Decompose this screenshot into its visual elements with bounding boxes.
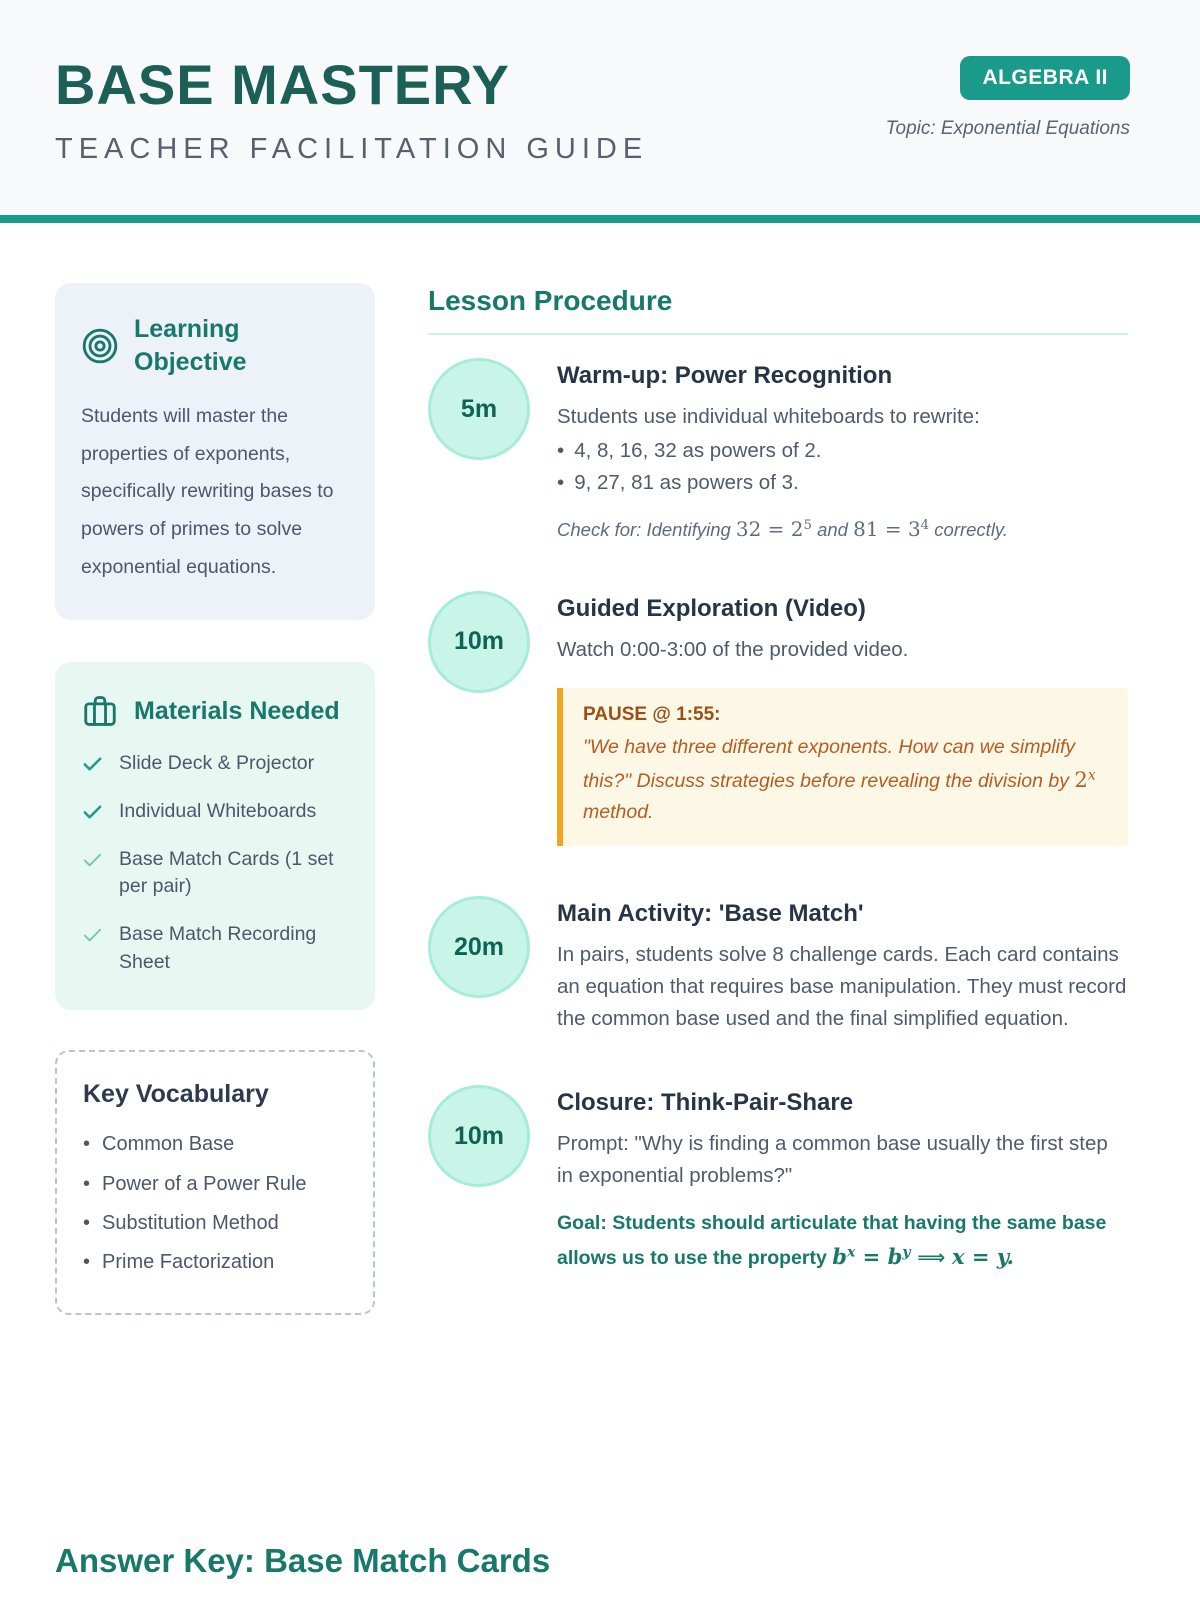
step-body — [557, 591, 1128, 847]
materials-card — [55, 662, 375, 1010]
materials-card-head — [81, 692, 349, 730]
vocabulary-card — [55, 1050, 375, 1315]
vocab-item: • Power of a Power Rule — [83, 1165, 347, 1204]
objective-body: Students will master the properties of exponents, specifically rewriting bases to powers of primes to solve exponential equations. — [81, 405, 334, 578]
vocabulary-heading: Key Vocabulary — [83, 1080, 269, 1109]
sidebar — [55, 283, 375, 1315]
vocab-item: • Common Base — [83, 1125, 347, 1164]
step-title: Closure: Think-Pair-Share — [557, 1089, 854, 1117]
duration-badge: 10m — [428, 591, 530, 693]
topic-label: Topic: Exponential Equations — [885, 118, 1130, 139]
step-warmup — [428, 358, 1128, 541]
lesson-procedure-section — [428, 283, 1128, 1324]
check-icon — [81, 924, 104, 947]
answer-key-title: Answer Key: Base Match Cards — [55, 1542, 551, 1579]
header-right — [886, 52, 1130, 215]
check-for-note: Check for: Identifying $32 = 2^5$ and $81 = 3^4$ correctly. — [557, 516, 1008, 541]
pause-title: PAUSE @ 1:55: — [583, 703, 721, 725]
objective-heading: Learning Objective — [134, 315, 247, 376]
section-title: Lesson Procedure — [428, 285, 1128, 335]
material-item-label: Base Match Recording Sheet — [119, 922, 317, 973]
step-body — [557, 1085, 1128, 1274]
check-icon — [81, 849, 104, 872]
objective-card-head — [81, 313, 349, 378]
step-bullet-list — [557, 435, 1128, 499]
step-guided-exploration — [428, 591, 1128, 847]
materials-heading: Materials Needed — [134, 696, 340, 725]
vocab-item: • Prime Factorization — [83, 1243, 347, 1282]
duration-badge: 20m — [428, 896, 530, 998]
material-item-label: Slide Deck & Projector — [119, 752, 315, 775]
duration-badge: 5m — [428, 358, 530, 460]
step-main-activity — [428, 896, 1128, 1035]
step-description: Watch 0:00-3:00 of the provided video. — [557, 637, 909, 661]
material-item-label: Base Match Cards (1 set per pair) — [119, 847, 334, 898]
duration-badge: 10m — [428, 1085, 530, 1187]
check-icon — [81, 801, 104, 824]
briefcase-icon — [81, 692, 119, 730]
step-title: Guided Exploration (Video) — [557, 594, 866, 622]
page-title: BASE MASTERY — [55, 53, 510, 116]
material-item — [81, 798, 349, 826]
target-icon — [81, 327, 119, 365]
material-item — [81, 921, 349, 976]
step-body — [557, 896, 1128, 1035]
check-icon — [81, 753, 104, 776]
course-badge: ALGEBRA II — [960, 56, 1130, 100]
step-title: Warm-up: Power Recognition — [557, 362, 893, 389]
learning-objective-card — [55, 283, 375, 620]
step-bullet: • 4, 8, 16, 32 as powers of 2. — [557, 435, 1128, 467]
step-body — [557, 358, 1128, 541]
step-closure — [428, 1085, 1128, 1274]
vocab-item: • Substitution Method — [83, 1204, 347, 1243]
title-block — [55, 52, 648, 215]
materials-list — [81, 750, 349, 976]
step-description: Prompt: "Why is finding a common base usually the first step in exponential problems?" — [557, 1132, 1108, 1188]
main-content — [0, 223, 1200, 1324]
step-description: Students use individual whiteboards to rewrite: — [557, 405, 980, 428]
page-subtitle: TEACHER FACILITATION GUIDE — [55, 133, 649, 165]
step-description: In pairs, students solve 8 challenge cards. Each card contains an equation that requires base manipulation. They must record the common base used and the final simplified equation. — [557, 943, 1127, 1031]
header — [0, 0, 1200, 223]
pause-callout — [557, 688, 1128, 847]
material-item — [81, 846, 349, 901]
pause-body: "We have three different exponents. How can we simplify this?" Discuss strategies before revealing the division by 2$^x$ method. — [583, 735, 1096, 824]
material-item — [81, 750, 349, 778]
vocabulary-list — [83, 1125, 347, 1283]
material-item-label: Individual Whiteboards — [119, 799, 317, 822]
step-bullet: • 9, 27, 81 as powers of 3. — [557, 467, 1128, 499]
goal-note: Goal: Students should articulate that having the same base allows us to use the property $b^x = b^y$ ⟹ x = y. — [557, 1212, 1107, 1269]
step-title: Main Activity: 'Base Match' — [557, 900, 864, 928]
